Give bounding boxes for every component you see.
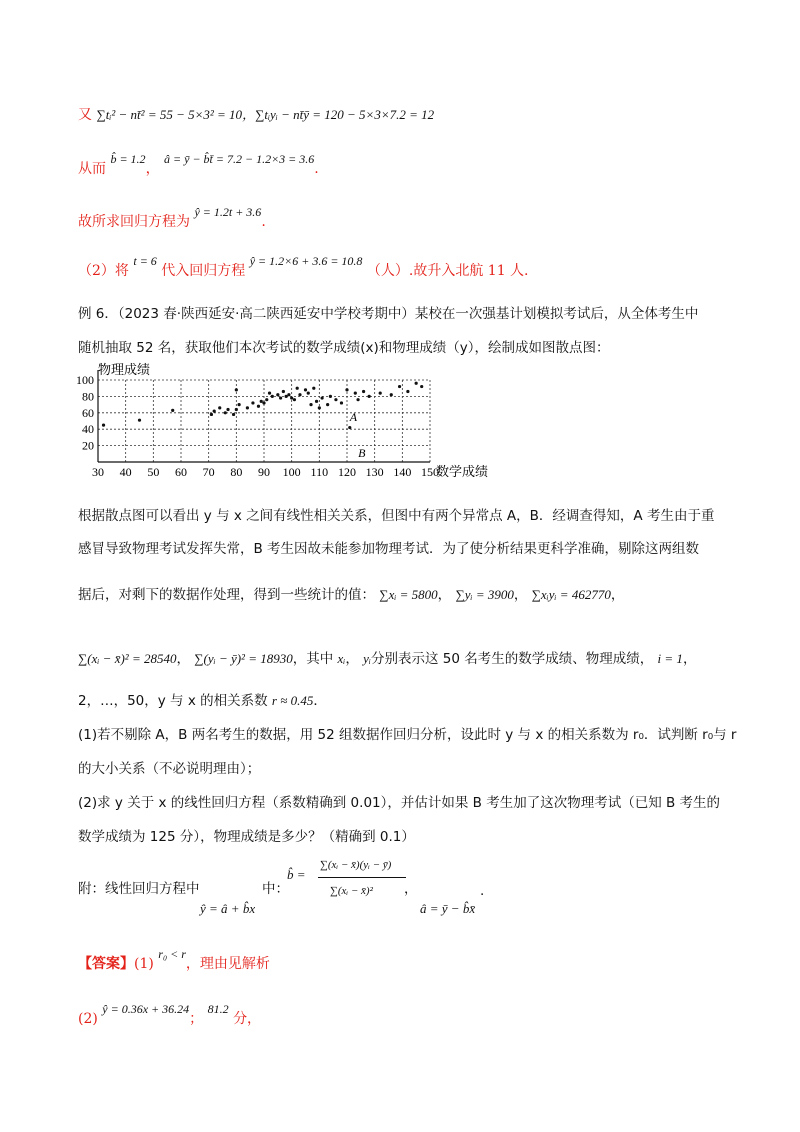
solution-line-3 [78, 205, 266, 231]
example-paragraph-1: 例 6．（2023 春·陕西延安·高二陕西延安中学校考期中）某校在一次强基计划模拟考试后，从全体考生中 [78, 306, 699, 322]
i-equals-1: i = 1 [657, 651, 683, 666]
data-point [318, 406, 321, 409]
t-value: t = 6 [133, 254, 157, 268]
question-1-line-1: (1)若不剔除 A，B 两名考生的数据，用 52 组数据作回归分析，设此时 y 与 x 的相关系数为 r₀．试判断 r₀与 r [78, 727, 737, 743]
x-tick-label: 70 [202, 465, 215, 479]
correlation-text: 2，…，50，y 与 x 的相关系数 [78, 693, 268, 709]
solution-mid-text: 代入回归方程 [161, 263, 246, 279]
data-point [226, 408, 229, 411]
example-paragraph-7: 2，…，50，y 与 x 的相关系数 r ≈ 0.45． [78, 693, 327, 709]
data-point [279, 396, 282, 399]
data-point [348, 426, 351, 429]
fraction-bar [318, 877, 406, 878]
answer-prefix: (2) [78, 1011, 98, 1027]
a-hat-formula: â = ȳ − b̂t̄ = 7.2 − 1.2×3 = 3.6 [164, 152, 315, 166]
data-point [398, 385, 401, 388]
data-point [307, 392, 310, 395]
data-point [362, 390, 365, 393]
data-point [257, 405, 260, 408]
stats-intro: 据后，对剩下的数据作处理，得到一些统计的值： [78, 587, 375, 603]
data-point [235, 388, 238, 391]
separator: ， [242, 107, 256, 122]
data-point [232, 413, 235, 416]
x-tick-label: 60 [175, 465, 187, 479]
data-point [356, 398, 359, 401]
data-point [309, 403, 312, 406]
data-point [224, 411, 227, 414]
data-point [285, 395, 288, 398]
data-point [290, 396, 293, 399]
x-tick-label: 140 [393, 465, 412, 479]
data-point [102, 424, 105, 427]
data-point [246, 406, 249, 409]
a-hat-form: â = ȳ − b̂x̄ [420, 901, 476, 916]
data-point [262, 401, 265, 404]
period: . [314, 161, 319, 177]
example-paragraph-3: 根据散点图可以看出 y 与 x 之间有线性相关关系，但图中有两个异常点 A，B．经调查得知，A 考生由于重 [78, 508, 715, 524]
separator: ； [189, 1011, 204, 1027]
data-point [345, 388, 348, 391]
example-paragraph-2: 随机抽取 52 名，获取他们本次考试的数学成绩(x)和物理成绩（y），绘制成如图散点图： [78, 340, 610, 356]
y-tick-label: 40 [82, 422, 94, 437]
stats-text: 分别表示这 50 名考生的数学成绩、物理成绩， [370, 651, 654, 667]
b-hat-value: b̂ = 1.2 [110, 152, 146, 166]
data-point [276, 393, 279, 396]
data-point [293, 398, 296, 401]
solution-prefix: 故所求回归方程为 [78, 214, 190, 230]
x-tick-label: 90 [258, 465, 270, 479]
comma: ， [404, 881, 418, 897]
b-hat-label: b̂ = [287, 867, 306, 882]
period: . [261, 214, 266, 230]
b-hat-numerator: ∑(xᵢ − x̄)(yᵢ − ȳ) [320, 859, 392, 871]
yi-symbol: yᵢ [363, 651, 371, 666]
x-tick-label: 120 [338, 465, 356, 479]
question-2-line-1: (2)求 y 关于 x 的线性回归方程（系数精确到 0.01），并估计如果 B 考生加了这次物理考试（已知 B 考生的 [78, 795, 721, 811]
sum-x-dev-formula: ∑(xᵢ − x̄)² = 28540 [78, 651, 177, 666]
sum-y-formula: ∑yᵢ = 3900 [455, 587, 514, 602]
sum-y-dev-formula: ∑(yᵢ − ȳ)² = 18930 [194, 651, 293, 666]
data-point [368, 395, 371, 398]
answer-part-2 [78, 1002, 262, 1028]
solution-line-1 [78, 106, 434, 124]
solution-conclusion: （人）.故升入北航 11 人. [366, 263, 529, 279]
data-point [271, 395, 274, 398]
data-point [415, 382, 418, 385]
note-text: 附：线性回归方程中 [78, 881, 200, 897]
data-point [251, 401, 254, 404]
x-tick-label: 30 [92, 465, 104, 479]
data-point [329, 395, 332, 398]
answer-score: 81.2 [207, 1002, 229, 1016]
y-axis-label: 物理成绩 [98, 363, 151, 378]
x-tick-label: 100 [282, 465, 301, 479]
data-point [213, 410, 216, 413]
data-point [379, 392, 382, 395]
data-point [235, 408, 238, 411]
question-2-line-2: 数学成绩为 125 分），物理成绩是多少？（精确到 0.1） [78, 829, 415, 845]
answer-unit: 分， [233, 1011, 262, 1027]
data-point [304, 388, 307, 391]
data-point [265, 398, 268, 401]
data-point [238, 403, 241, 406]
r0-lt-r: r₀ < r [158, 947, 186, 961]
data-point [298, 393, 301, 396]
correlation-value: r ≈ 0.45 [271, 693, 314, 708]
data-point [406, 390, 409, 393]
data-point [268, 392, 271, 395]
data-point [321, 396, 324, 399]
data-point [420, 385, 423, 388]
data-point [282, 390, 285, 393]
answer-text: ，理由见解析 [185, 956, 270, 972]
regression-form: ŷ = â + b̂x [200, 901, 256, 916]
data-point [138, 419, 141, 422]
sum-ty-formula: ∑tᵢyᵢ − nt̄ȳ = 120 − 5×3×7.2 = 12 [255, 107, 435, 122]
answer-regression: ŷ = 0.36x + 36.24 [102, 1002, 190, 1016]
b-hat-denominator: ∑(xᵢ − x̄)² [330, 885, 373, 897]
data-point [312, 387, 315, 390]
annotation-label: B [358, 446, 366, 461]
y-tick-label: 60 [82, 405, 94, 420]
data-point [210, 413, 213, 416]
note-end: . [480, 883, 485, 899]
data-point [218, 406, 221, 409]
answer-tag: 【答案】 [78, 956, 134, 972]
stats-text: ，其中 [292, 651, 334, 667]
sum-t-squared-formula: ∑tᵢ² − nt̄² = 55 − 5×3² = 10 [96, 107, 243, 122]
data-point [340, 401, 343, 404]
x-tick-label: 110 [310, 465, 329, 479]
x-tick-label: 40 [119, 465, 132, 479]
y-tick-label: 80 [82, 389, 94, 404]
sum-x-formula: ∑xᵢ = 5800 [379, 587, 438, 602]
answer-part-1 [78, 947, 270, 973]
separator: ， [145, 161, 160, 177]
scatter-plot [68, 362, 538, 482]
annotation-label: A [349, 410, 358, 424]
data-point [171, 409, 174, 412]
x-tick-label: 80 [230, 465, 243, 479]
solution-line-4 [78, 254, 529, 280]
regression-equation: ŷ = 1.2t + 3.6 [194, 205, 262, 219]
note-mid: 中： [262, 881, 289, 897]
data-point [354, 392, 357, 395]
solution-prefix: 又 [78, 107, 92, 123]
formula-note [78, 880, 200, 898]
data-point [260, 400, 263, 403]
solution-prefix: 从而 [78, 161, 106, 177]
solution-line-2 [78, 152, 319, 178]
data-point [287, 393, 290, 396]
example-paragraph-4: 感冒导致物理考试发挥失常，B 考生因故未能参加物理考试．为了使分析结果更科学准确，剔除这两组数 [78, 541, 700, 557]
prediction-formula: ŷ = 1.2×6 + 3.6 = 10.8 [249, 254, 363, 268]
question-1-line-2: 的大小关系（不必说明理由）； [78, 761, 261, 777]
xi-symbol: xᵢ [337, 651, 346, 666]
data-point [315, 400, 318, 403]
y-tick-label: 20 [82, 438, 94, 453]
x-axis-label: 数学成绩 [436, 465, 489, 480]
example-paragraph-5: 据后，对剩下的数据作处理，得到一些统计的值： ∑xᵢ = 5800， ∑yᵢ = 3900， ∑xᵢyᵢ = 462770， [78, 587, 625, 603]
x-tick-label: 150 [421, 465, 439, 479]
answer-prefix: (1) [134, 956, 154, 972]
solution-prefix: （2）将 [78, 263, 129, 279]
x-tick-label: 130 [365, 465, 384, 479]
data-point [334, 398, 337, 401]
example-paragraph-6: ∑(xᵢ − x̄)² = 28540， ∑(yᵢ − ȳ)² = 18930，其中 xᵢ， yᵢ分别表示这 50 名考生的数学成绩、物理成绩， i = 1， [78, 651, 697, 667]
x-tick-label: 50 [147, 465, 160, 479]
data-point [296, 387, 299, 390]
data-point [390, 393, 393, 396]
sum-xy-formula: ∑xᵢyᵢ = 462770 [531, 587, 611, 602]
data-point [326, 403, 329, 406]
y-tick-label: 100 [76, 373, 94, 387]
